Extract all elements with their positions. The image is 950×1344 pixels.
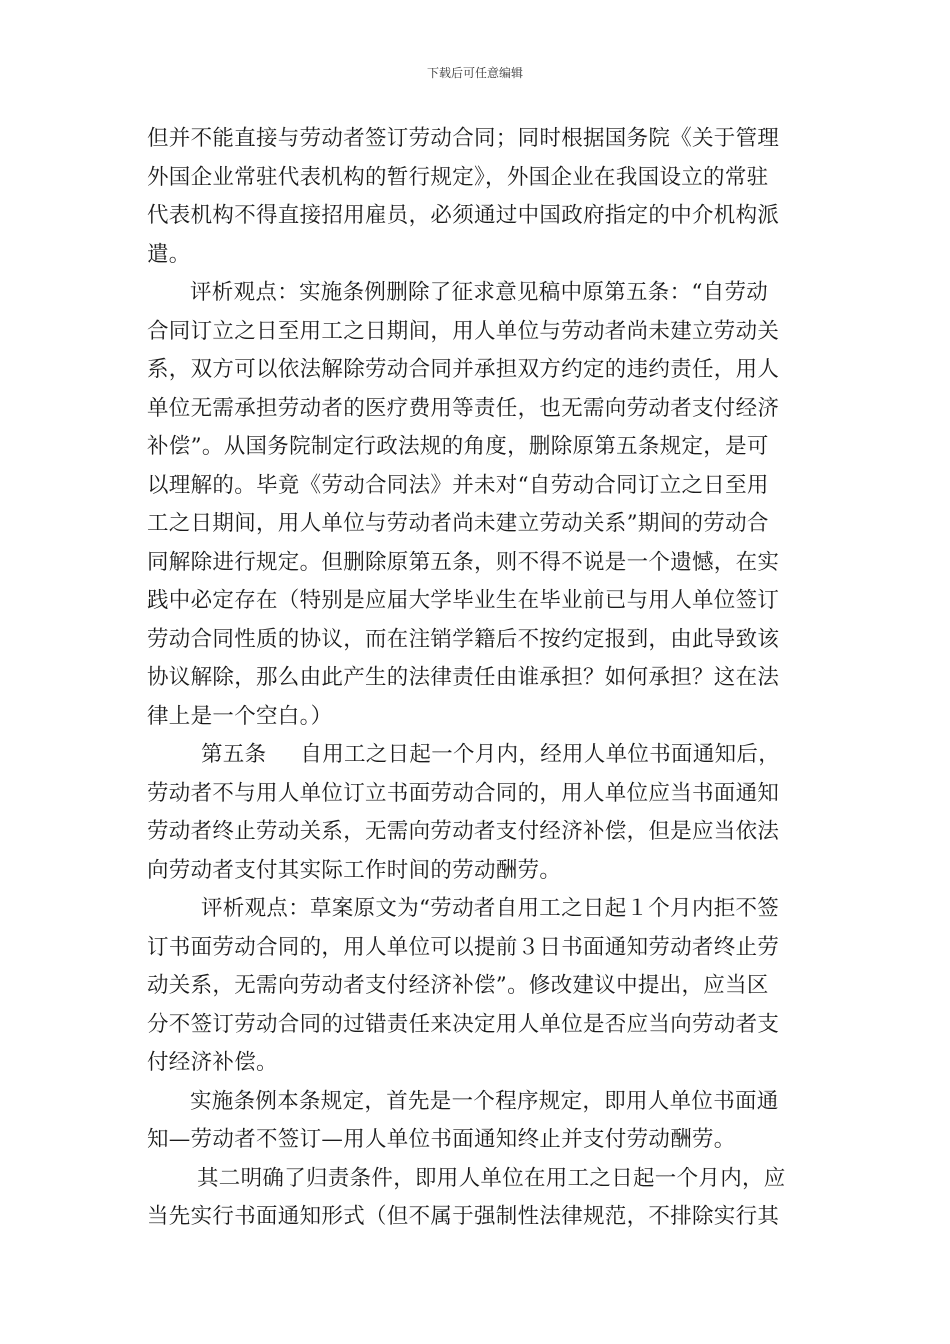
text-line: 补偿”。从国务院制定行政法规的角度，删除原第五条规定，是可	[147, 434, 769, 459]
text-line: 向劳动者支付其实际工作时间的劳动酬劳。	[147, 857, 562, 883]
text-line: 评析观点：实施条例删除了征求意见稿中原第五条：“自劳动	[190, 280, 769, 305]
text-line: 外国企业常驻代表机构的暂行规定》，外国企业在我国设立的常驻	[147, 164, 769, 190]
text-line: 实施条例本条规定，首先是一个程序规定，即用人单位书面通	[190, 1088, 779, 1114]
page-header: 下载后可任意编辑	[426, 66, 523, 80]
text-line: 劳动合同性质的协议，而在注销学籍后不按约定报到，由此导致该	[147, 626, 780, 652]
text-line: 动关系，无需向劳动者支付经济补偿”。修改建议中提出，应当区	[147, 973, 769, 998]
text-line: 单位无需承担劳动者的医疗费用等责任，也无需向劳动者支付经济	[147, 395, 780, 421]
text-line: 其二明确了归责条件，即用人单位在用工之日起一个月内，应	[197, 1165, 786, 1191]
document-body	[147, 120, 802, 1237]
text-line: 代表机构不得直接招用雇员，必须通过中国政府指定的中介机构派	[147, 203, 780, 228]
text-line: 合同订立之日至用工之日期间，用人单位与劳动者尚未建立劳动关	[147, 318, 780, 344]
text-line: 付经济补偿。	[147, 1050, 278, 1075]
text-line: 工之日期间，用人单位与劳动者尚未建立劳动关系”期间的劳动合	[147, 511, 769, 536]
text-line: 评析观点：草案原文为“劳动者自用工之日起１个月内拒不签	[201, 896, 780, 921]
text-line: 分不签订劳动合同的过错责任来决定用人单位是否应当向劳动者支	[147, 1011, 780, 1037]
text-line: 践中必定存在（特别是应届大学毕业生在毕业前已与用人单位签订	[147, 588, 780, 613]
text-line: 当先实行书面通知形式（但不属于强制性法律规范，不排除实行其	[147, 1204, 780, 1229]
text-line: 遣。	[147, 241, 191, 267]
text-line: 但并不能直接与劳动者签订劳动合同；同时根据国务院《关于管理	[147, 126, 780, 151]
text-line: 订书面劳动合同的，用人单位可以提前３日书面通知劳动者终止劳	[147, 934, 780, 960]
text-line: 自用工之日起一个月内，经用人单位书面通知后，	[300, 742, 781, 767]
text-line: 系，双方可以依法解除劳动合同并承担双方约定的违约责任，用人	[147, 357, 780, 382]
text-line: 律上是一个空白。）	[147, 703, 333, 729]
text-line: 知—劳动者不签订—用人单位书面通知终止并支付劳动酬劳。	[147, 1127, 736, 1152]
text-line: 劳动者终止劳动关系，无需向劳动者支付经济补偿，但是应当依法	[147, 819, 780, 844]
text-line: 协议解除，那么由此产生的法律责任由谁承担？如何承担？这在法	[147, 665, 780, 690]
article-heading-line	[147, 736, 802, 775]
text-line: 以理解的。毕竟《劳动合同法》并未对“自劳动合同订立之日至用	[147, 472, 769, 498]
text-line: 劳动者不与用人单位订立书面劳动合同的，用人单位应当书面通知	[147, 780, 780, 806]
text-line: 同解除进行规定。但删除原第五条，则不得不说是一个遗憾，在实	[147, 549, 780, 575]
article-label: 第五条	[201, 742, 267, 767]
